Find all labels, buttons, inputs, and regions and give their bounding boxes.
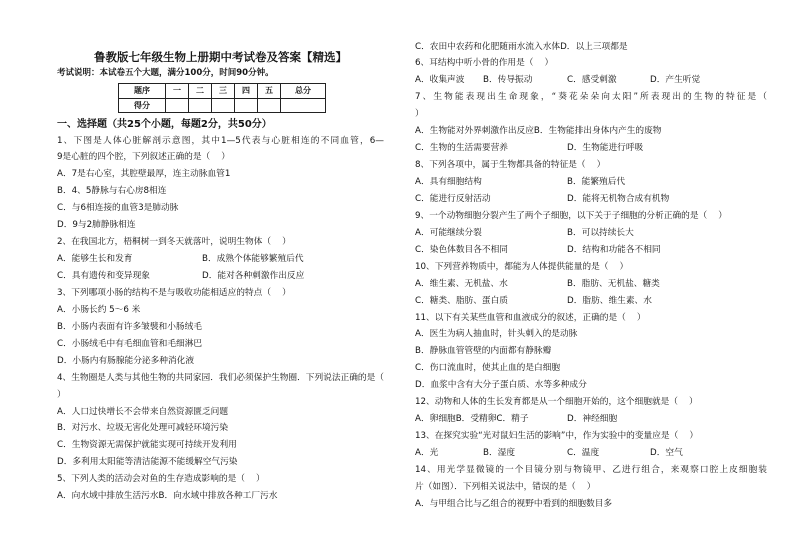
question-10-option: A．维生素、无机盐、水 (415, 278, 508, 289)
question-3-options-row (57, 353, 384, 370)
question-10-options-row (415, 293, 767, 310)
question-2-option: A．能够生长和发育 (57, 254, 133, 265)
question-9-options-row (415, 242, 767, 259)
question-7-options-row (415, 140, 767, 157)
score-table (118, 83, 326, 113)
question-11-option: C．伤口流血时，使其止血的是白细胞 (415, 363, 561, 374)
question-11-option: D．血浆中含有大分子蛋白质、水等多种成分 (415, 380, 587, 391)
question-2-options-row (57, 251, 384, 268)
question-1-option: D．9与2肺静脉相连 (57, 220, 136, 231)
score-cell (235, 98, 258, 113)
question-9-stem: 9、一个动物细胞分裂产生了两个子细胞，以下关于子细胞的分析正确的是（ ） (415, 210, 727, 221)
question-8-option: B．能繁殖后代 (567, 177, 626, 187)
score-table-section-1: 一 (166, 84, 189, 99)
question-9-option: D．结构和功能各不相同 (567, 244, 661, 255)
question-5-options-row (415, 39, 767, 56)
question-11-options-row (415, 377, 767, 394)
right-column (415, 39, 767, 513)
question-4-option: B．对污水、垃圾无害化处理可减轻环境污染 (57, 423, 229, 434)
question-1-options-row (57, 183, 384, 200)
question-3-option: D．小肠内有肠腺能分泌多种消化液 (57, 355, 195, 366)
score-table-score-row (119, 98, 326, 113)
question-13-option: B．湿度 (483, 448, 516, 458)
exam-title: 鲁教版七年级生物上册期中考试卷及答案【精选】 (94, 50, 347, 64)
question-1-options-row (57, 200, 384, 217)
score-cell (258, 98, 281, 113)
exam-instructions: 考试说明：本试卷五个大题，满分100分，时间90分钟。 (57, 68, 274, 78)
question-1-option: B．4、5静脉与右心房8相连 (57, 186, 167, 197)
question-10-stem: 10、下列营养物质中，都能为人体提供能量的是（ ） (415, 261, 629, 272)
question-5-options-row (57, 488, 384, 505)
question-10-option: B．脂肪、无机盐、糖类 (567, 278, 660, 289)
question-11-options-row (415, 343, 767, 360)
question-9-option: C．染色体数目各不相同 (415, 244, 508, 255)
question-8-options-row (415, 191, 767, 208)
question-3-options-row (57, 319, 384, 336)
question-6-option: D．产生听觉 (650, 75, 701, 86)
question-12-option: A．卵细胞B．受精卵C．精子 (415, 414, 529, 425)
question-6-stem: 6、耳结构中听小骨的作用是（ ） (415, 58, 554, 69)
question-7-option: A．生物能对外界刺激作出反应B．生物能排出身体内产生的废物 (415, 126, 662, 137)
question-4-options-row (57, 404, 384, 421)
question-3-option: B．小肠内表面有许多皱襞和小肠绒毛 (57, 321, 202, 332)
question-3-options-row (57, 302, 384, 319)
question-7-options-row (415, 123, 767, 140)
question-14-stem: 片（如图）．下列相关说法中，错误的是（ ） (415, 481, 596, 492)
question-4-option: C．生物资源无需保护就能实现可持续开发利用 (57, 440, 237, 451)
score-table-total-label: 总分 (281, 84, 326, 99)
question-11-option: B．静脉血管管壁的内面都有静脉瓣 (415, 346, 552, 357)
question-5-option: C．农田中农药和化肥随雨水流入水体D．以上三项都是 (415, 41, 628, 52)
question-4-options-row (57, 454, 384, 471)
score-cell (166, 98, 189, 113)
question-1-option: A．7是右心室，其腔壁最厚，连主动脉血管1 (57, 169, 231, 180)
question-1-options-row (57, 166, 384, 183)
question-5-option: A．向水域中排放生活污水B．向水域中排放各种工厂污水 (57, 491, 278, 502)
question-9-option: B．可以持续长大 (567, 227, 634, 238)
question-12-option: D．神经细胞 (567, 414, 618, 425)
question-2-option: D．能对各种刺激作出反应 (202, 271, 305, 281)
score-table-section-4: 四 (235, 84, 258, 99)
score-cell (189, 98, 212, 113)
score-cell (212, 98, 235, 113)
question-10-options-row (415, 276, 767, 293)
question-11-options-row (415, 360, 767, 377)
question-7-stem: 7、生物能表现出生命现象，“葵花朵朵向太阳”所表现出的生物的特征是（ (415, 92, 767, 103)
question-4-stem: 4、生物圈是人类与其他生物的共同家园．我们必须保护生物圈．下列说法正确的是（ (57, 372, 384, 383)
section-heading: 一、选择题（共25个小题，每题2分，共50分） (57, 119, 272, 130)
question-10-option: D．脂肪、维生素、水 (567, 295, 652, 306)
question-11-stem: 11、以下有关某些血管和血液成分的叙述，正确的是（ ） (415, 312, 646, 323)
question-2-options-row (57, 268, 384, 285)
question-6-option: B．传导振动 (483, 75, 533, 86)
question-4-stem: ） (57, 389, 66, 400)
question-11-options-row (415, 326, 767, 343)
score-table-section-5: 五 (258, 84, 281, 99)
question-7-stem: ） (415, 109, 424, 120)
question-7-option: C．生物的生活需要营养 (415, 143, 508, 154)
question-10-option: C．糖类、脂肪、蛋白质 (415, 295, 508, 306)
score-cell (281, 98, 326, 113)
question-12-stem: 12、动物和人体的生长发育都是从一个细胞开始的，这个细胞就是（ ） (415, 397, 698, 408)
question-2-option: B．成熟个体能够繁殖后代 (202, 254, 304, 265)
question-7-option: D．生物能进行呼吸 (567, 143, 644, 154)
question-1-option: C．与6相连接的血管3是肺动脉 (57, 203, 179, 214)
question-13-option: A．光 (415, 448, 439, 458)
question-13-options-row (415, 445, 767, 462)
question-6-option: A．收集声波 (415, 75, 465, 86)
question-1-stem: 9是心脏的四个腔，下列叙述正确的是（ ） (57, 152, 230, 163)
question-13-option: D．空气 (650, 448, 683, 458)
score-table-row-label: 得分 (119, 98, 166, 113)
question-11-option: A．医生为病人抽血时，针头刺入的是动脉 (415, 329, 578, 340)
score-table-section-3: 三 (212, 84, 235, 99)
question-8-option: D．能将无机物合成有机物 (567, 193, 670, 204)
score-table-header-row (119, 84, 326, 99)
question-8-option: C．能进行反射活动 (415, 193, 491, 204)
score-table-section-2: 二 (189, 84, 212, 99)
question-14-stem: 14、用光学显微镜的一个目镜分别与物镜甲、乙进行组合，来观察口腔上皮细胞装 (415, 464, 767, 475)
question-14-option: A．与甲组合比与乙组合的视野中看到的细胞数目多 (415, 498, 613, 509)
question-8-stem: 8、下列各项中，属于生物都具备的特征是（ ） (415, 160, 606, 171)
score-table-header-label: 题序 (119, 84, 166, 99)
question-8-options-row (415, 174, 767, 191)
question-4-option: D．多利用太阳能等清洁能源不能缓解空气污染 (57, 457, 238, 468)
question-3-option: A．小肠长约 5～6 米 (57, 304, 141, 315)
question-8-option: A．具有细胞结构 (415, 177, 482, 187)
left-column (57, 133, 384, 506)
question-2-option: C．具有遗传和变异现象 (57, 271, 150, 281)
question-6-option: C．感受刺激 (567, 75, 617, 86)
question-12-options-row (415, 411, 767, 428)
question-3-option: C．小肠绒毛中有毛细血管和毛细淋巴 (57, 338, 203, 349)
question-13-stem: 13、在探究实验“光对鼠妇生活的影响”中，作为实验中的变量应是（ ） (415, 431, 699, 442)
question-4-options-row (57, 437, 384, 454)
question-14-options-row (415, 496, 767, 513)
question-3-options-row (57, 336, 384, 353)
question-3-stem: 3、下列哪项小肠的结构不是与吸收功能相适应的特点（ ） (57, 287, 291, 298)
question-6-options-row (415, 72, 767, 89)
question-1-stem: 1、下图是人体心脏解剖示意图，其中1—5代表与心脏相连的不同血管，6— (57, 135, 384, 146)
question-2-stem: 2、在我国北方，梧桐树一到冬天就落叶，说明生物体（ ） (57, 237, 291, 248)
question-13-option: C．温度 (567, 448, 600, 458)
question-4-options-row (57, 420, 384, 437)
question-1-options-row (57, 217, 384, 234)
question-5-stem: 5、下列人类的活动会对鱼的生存造成影响的是（ ） (57, 474, 265, 485)
question-9-option: A．可能继续分裂 (415, 227, 482, 238)
question-4-option: A．人口过快增长不会带来自然资源匮乏问题 (57, 406, 229, 417)
question-9-options-row (415, 225, 767, 242)
